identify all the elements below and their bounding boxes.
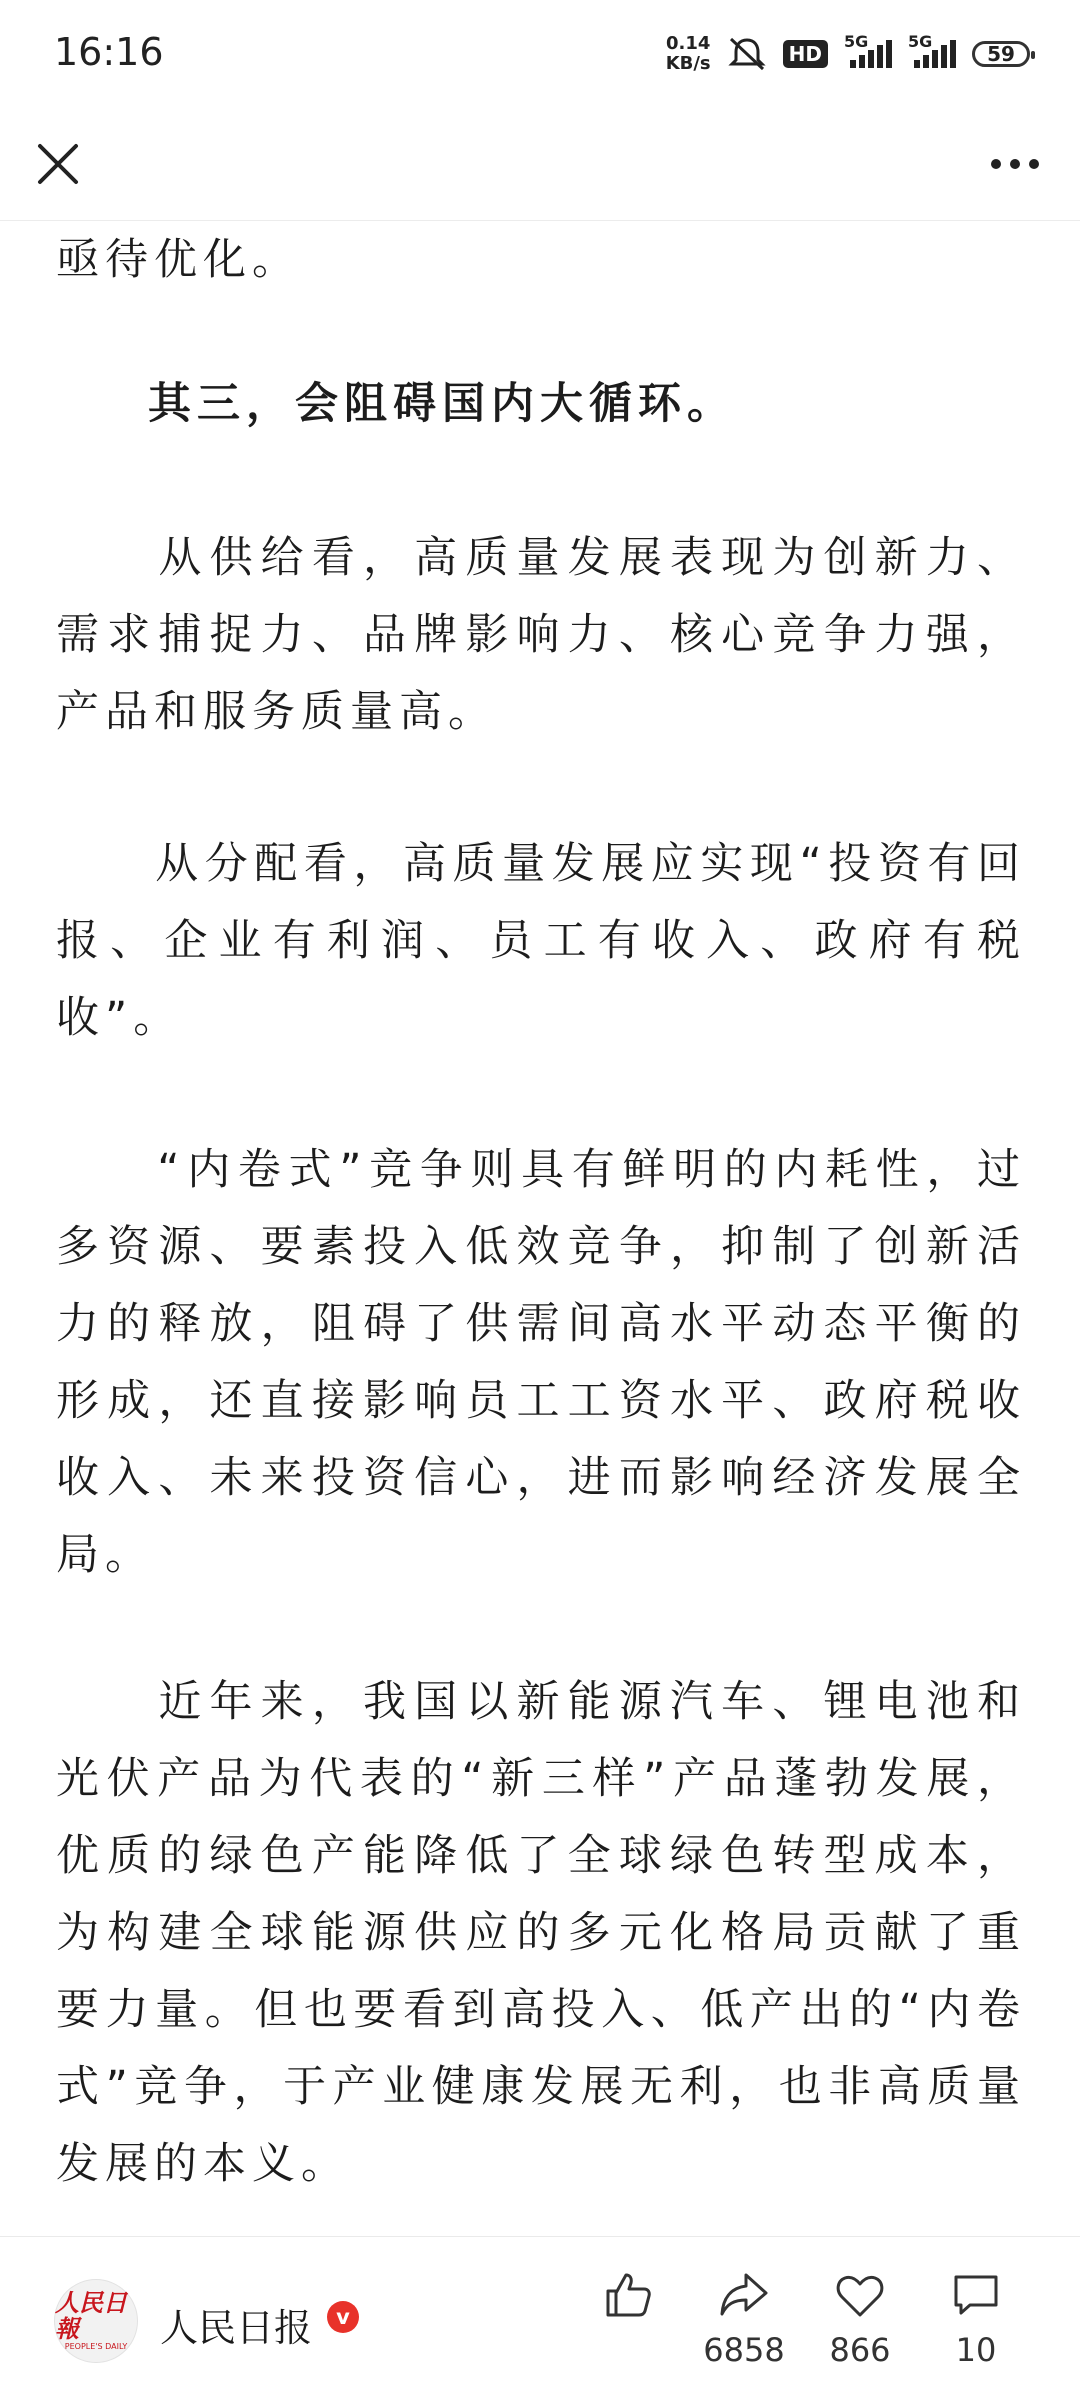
article-subheading: 其三，会阻碍国内大循环。 bbox=[148, 379, 736, 429]
like-button[interactable] bbox=[568, 2267, 688, 2331]
heart-icon bbox=[832, 2267, 888, 2323]
mute-icon bbox=[727, 36, 767, 72]
more-button[interactable] bbox=[980, 134, 1050, 194]
logo-subtext: PEOPLE'S DAILY bbox=[64, 2342, 128, 2351]
comment-button[interactable] bbox=[916, 2267, 1036, 2369]
signal-sim1 bbox=[844, 32, 892, 68]
account-avatar[interactable] bbox=[54, 2279, 138, 2363]
close-button[interactable] bbox=[28, 134, 88, 194]
status-time: 16:16 bbox=[54, 30, 164, 74]
share-icon bbox=[716, 2267, 772, 2323]
hd-badge: HD bbox=[783, 40, 828, 68]
favorite-button[interactable] bbox=[800, 2267, 920, 2369]
article-paragraph: “内卷式”竞争则具有鲜明的内耗性，过多资源、要素投入低效竞争，抑制了创新活力的释放，阻碍了供需间高水平动态平衡的形成，还直接影响员工工资水平、政府税收收入、未来投资信心，进而影响经济发展全局。 bbox=[56, 1145, 1026, 1580]
favorite-count: 866 bbox=[829, 2331, 891, 2369]
network-speed-unit: KB/s bbox=[665, 53, 711, 74]
share-button[interactable] bbox=[684, 2267, 804, 2369]
article-paragraph: 亟待优化。 bbox=[56, 235, 301, 285]
article-paragraph: 从分配看，高质量发展应实现“投资有回报、企业有利润、员工有收入、政府有税收”。 bbox=[56, 839, 1026, 1043]
battery-indicator: 59 bbox=[972, 41, 1030, 67]
close-icon bbox=[28, 134, 88, 194]
share-count: 6858 bbox=[703, 2331, 785, 2369]
article-paragraph: 近年来，我国以新能源汽车、锂电池和光伏产品为代表的“新三样”产品蓬勃发展，优质的绿色产能降低了全球绿色转型成本，为构建全球能源供应的多元化格局贡献了重要力量。但也要看到高投入、低产出的“内卷式”竞争，于产业健康发展无利，也非高质量发展的本义。 bbox=[56, 1677, 1026, 2189]
network-speed bbox=[666, 34, 711, 74]
article-paragraph: 从供给看，高质量发展表现为创新力、需求捕捉力、品牌影响力、核心竞争力强，产品和服务质量高。 bbox=[56, 533, 1026, 737]
signal-sim2-label: 5G bbox=[908, 32, 933, 51]
network-speed-value: 0.14 bbox=[665, 33, 711, 54]
verified-badge: v bbox=[327, 2301, 359, 2333]
logo-text: 人民日報 bbox=[55, 2288, 127, 2343]
status-bar bbox=[0, 0, 1080, 110]
comment-icon bbox=[948, 2267, 1004, 2323]
like-icon bbox=[600, 2267, 656, 2323]
signal-sim2 bbox=[908, 32, 956, 68]
article-body bbox=[0, 222, 1080, 2189]
comment-count: 10 bbox=[955, 2331, 997, 2369]
account-name[interactable]: 人民日报 bbox=[160, 2306, 313, 2350]
bottom-action-bar bbox=[0, 2236, 1080, 2401]
signal-sim1-label: 5G bbox=[844, 32, 869, 51]
more-icon bbox=[991, 159, 1001, 169]
nav-bar bbox=[0, 110, 1080, 221]
status-icons bbox=[666, 34, 1030, 74]
